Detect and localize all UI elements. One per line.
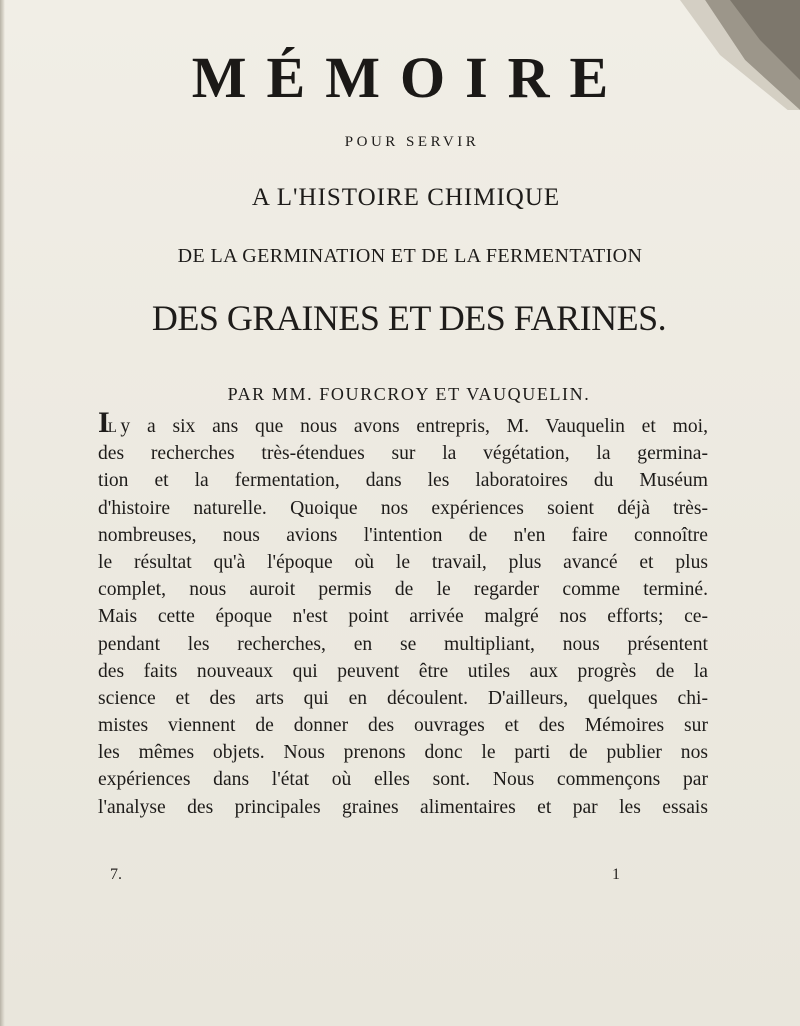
subtitle-pour-servir: POUR SERVIR <box>344 134 480 150</box>
signature-mark: 1 <box>612 866 620 883</box>
body-line: Mais cette époque n'est point arrivée malgré nos efforts; ce- <box>98 606 708 628</box>
body-paragraph <box>98 406 708 821</box>
subtitle-germination: DE LA GERMINATION ET DE LA FERMENTATION <box>177 245 643 267</box>
body-line: science et des arts qui en découlent. D'ailleurs, quelques chi- <box>98 687 708 709</box>
drop-cap-rest: L <box>107 420 118 436</box>
body-line-first-text: y a six ans que nous avons entrepris, M. Vauquelin et moi, <box>120 416 708 437</box>
body-line: expériences dans l'état où elles sont. Nous commençons par <box>98 769 708 791</box>
body-line-first <box>98 406 708 440</box>
subtitle-graines-farines: DES GRAINES ET DES FARINES. <box>151 298 667 338</box>
body-line: l'analyse des principales graines alimentaires et par les essais <box>98 796 708 818</box>
volume-mark: 7. <box>110 866 122 883</box>
page-title: MÉMOIRE <box>191 45 629 110</box>
page-edge <box>0 0 5 1026</box>
body-line: des faits nouveaux qui peuvent être utiles aux progrès de la <box>98 660 708 682</box>
drop-cap: I <box>98 406 108 439</box>
body-line: pendant les recherches, en se multipliant, nous présentent <box>98 633 708 655</box>
body-line: nombreuses, nous avions l'intention de n'en faire connoître <box>98 524 708 546</box>
body-line: des recherches très-étendues sur la végétation, la germina- <box>98 443 708 465</box>
body-line: les mêmes objets. Nous prenons donc le parti de publier nos <box>98 742 708 764</box>
body-line: mistes viennent de donner des ouvrages et des Mémoires sur <box>98 715 708 737</box>
subtitle-histoire-chimique: A L'HISTOIRE CHIMIQUE <box>251 184 561 211</box>
body-line: complet, nous auroit permis de le regarder comme terminé. <box>98 579 708 601</box>
body-line: le résultat qu'à l'époque où le travail, plus avancé et plus <box>98 551 708 573</box>
body-line: d'histoire naturelle. Quoique nos expériences soient déjà très- <box>98 497 708 519</box>
authors-line: PAR MM. FOURCROY ET VAUQUELIN. <box>227 384 591 404</box>
body-line: tion et la fermentation, dans les laboratoires du Muséum <box>98 470 708 492</box>
